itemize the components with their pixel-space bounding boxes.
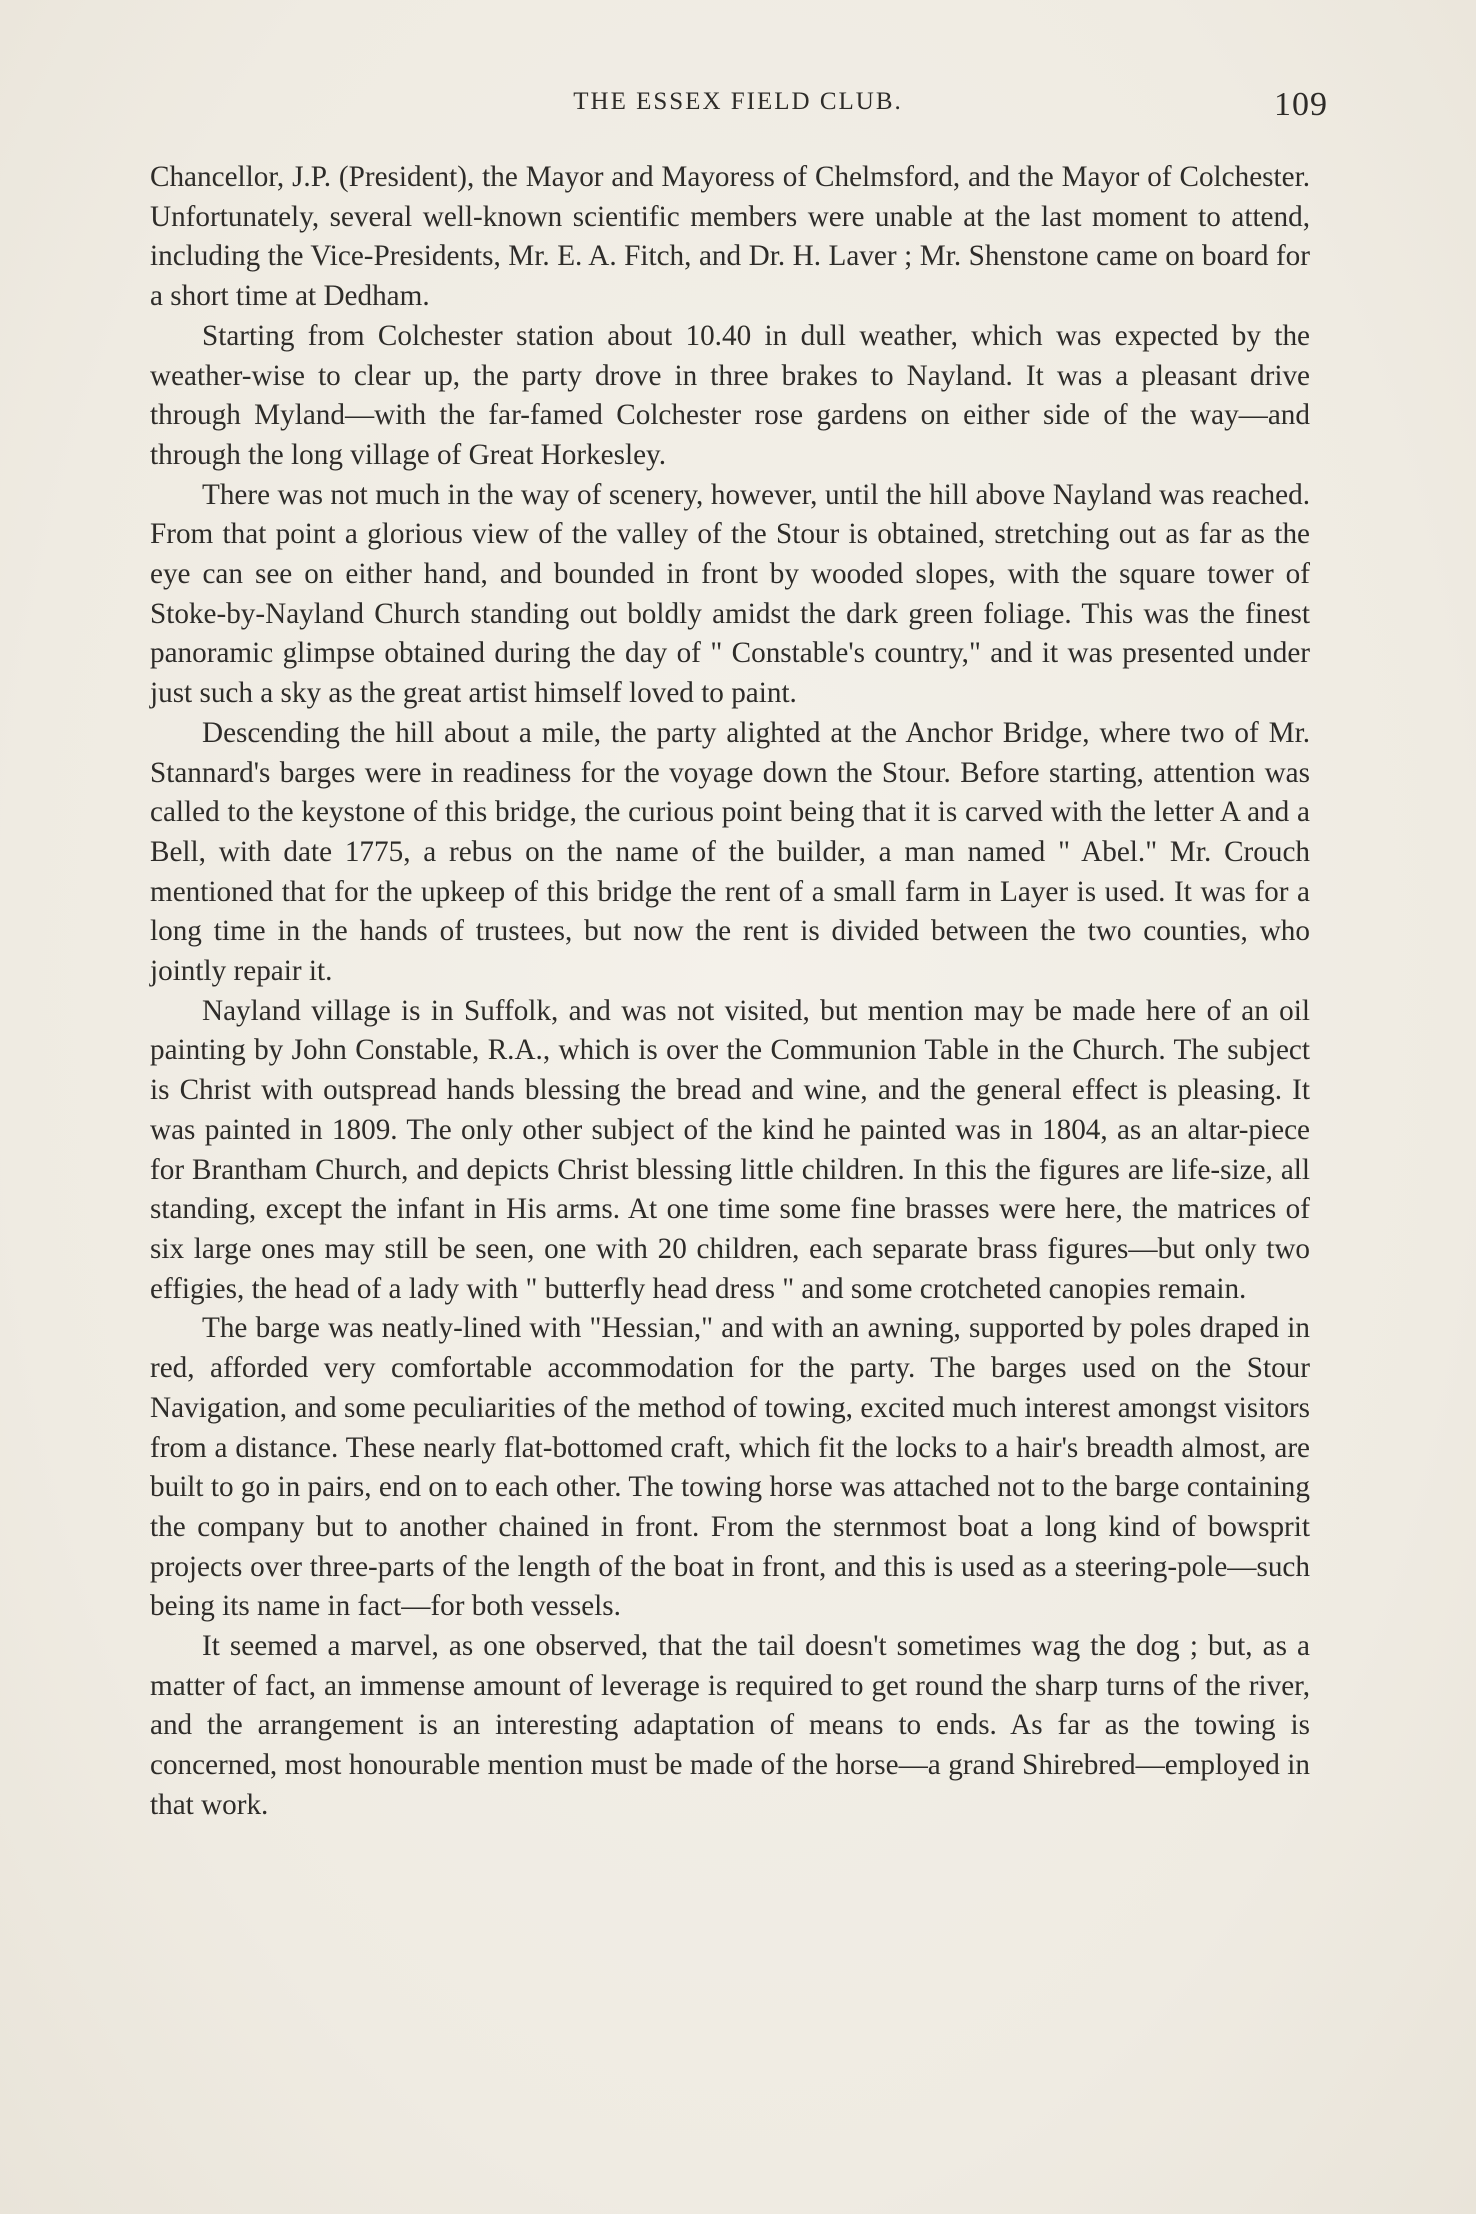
- body-text: [150, 158, 1310, 1826]
- paragraph: Chancellor, J.P. (President), the Mayor and Mayoress of Chelmsford, and the Mayor of Colchester. Unfortunately, several well-known scientific members were unable at the last moment to attend, including the Vice-Presidents, Mr. E. A. Fitch, and Dr. H. Laver ; Mr. Shenstone came on board for a short time at Dedham.: [150, 161, 1310, 313]
- paragraph: Nayland village is in Suffolk, and was not visited, but mention may be made here of an oil painting by John Constable, R.A., which is over the Communion Table in the Church. The subject is Christ with outspread hands blessing the bread and wine, and the general effect is pleasing. It was painted in 1809. The only other subject of the kind he painted was in 1804, as an altar-piece for Brantham Church, and depicts Christ blessing little children. In this the figures are life-size, all standing, except the infant in His arms. At one time some fine brasses were here, the matrices of six large ones may still be seen, one with 20 children, each separate brass figures—but only two effigies, the head of a lady with " butterfly head dress " and some crotcheted canopies remain.: [150, 994, 1310, 1305]
- paragraph: There was not much in the way of scenery, however, until the hill above Nayland was reached. From that point a glorious view of the valley of the Stour is obtained, stretching out as far as the eye can see on either hand, and bounded in front by wooded slopes, with the square tower of Stoke-by-Nayland Church standing out boldly amidst the dark green foliage. This was the finest panoramic glimpse obtained during the day of " Constable's country," and it was presented under just such a sky as the great artist himself loved to paint.: [150, 478, 1310, 710]
- paragraph: Descending the hill about a mile, the party alighted at the Anchor Bridge, where two of Mr. Stannard's barges were in readiness for the voyage down the Stour. Before starting, attention was called to the keystone of this bridge, the curious point being that it is carved with the letter A and a Bell, with date 1775, a rebus on the name of the builder, a man named " Abel." Mr. Crouch mentioned that for the upkeep of this bridge the rent of a small farm in Layer is used. It was for a long time in the hands of trustees, but now the rent is divided between the two counties, who jointly repair it.: [150, 716, 1310, 988]
- page-number: 109: [1274, 86, 1328, 123]
- paragraph: Starting from Colchester station about 10.40 in dull weather, which was expected by the weather-wise to clear up, the party drove in three brakes to Nayland. It was a pleasant drive through Myland—with the far-famed Colchester rose gardens on either side of the way—and through the long village of Great Horkesley.: [150, 319, 1310, 471]
- paragraph: The barge was neatly-lined with "Hessian," and with an awning, supported by poles draped in red, afforded very comfortable accommodation for the party. The barges used on the Stour Navigation, and some peculiarities of the method of towing, excited much interest amongst visitors from a distance. These nearly flat-bottomed craft, which fit the locks to a hair's breadth almost, are built to go in pairs, end on to each other. The towing horse was attached not to the barge containing the company but to another chained in front. From the sternmost boat a long kind of bowsprit projects over three-parts of the length of the boat in front, and this is used as a steering-pole—such being its name in fact—for both vessels.: [150, 1312, 1310, 1623]
- paragraph: It seemed a marvel, as one observed, that the tail doesn't sometimes wag the dog ; but, as a matter of fact, an immense amount of leverage is required to get round the sharp turns of the river, and the arrangement is an interesting adaptation of means to ends. As far as the towing is concerned, most honourable mention must be made of the horse—a grand Shirebred—employed in that work.: [150, 1630, 1310, 1821]
- running-head: [148, 88, 1328, 138]
- running-title: THE ESSEX FIELD CLUB.: [573, 88, 903, 115]
